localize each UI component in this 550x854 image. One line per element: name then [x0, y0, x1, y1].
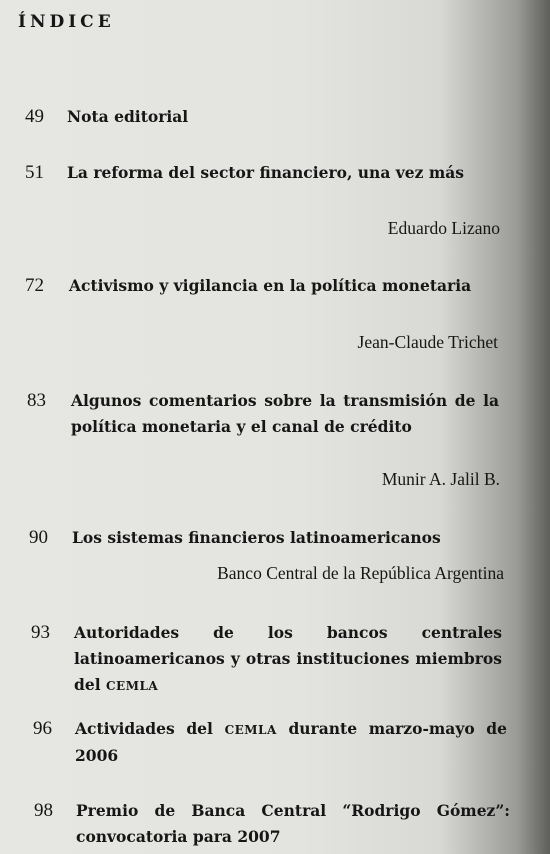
- toc-entry-title: La reforma del sector financiero, una vez más: [67, 163, 464, 182]
- toc-entry-author: Munir A. Jalil B.: [381, 469, 500, 489]
- toc-page-number: 49: [25, 106, 44, 127]
- toc-page-number: 96: [33, 718, 52, 739]
- toc-page-number: 83: [27, 390, 46, 411]
- toc-entry-title: Nota editorial: [67, 107, 189, 126]
- toc-entry-title-text: Autoridades de los bancos centrales latinoamericanos y otras instituciones miembros del: [74, 623, 502, 694]
- toc-page-number: 93: [31, 622, 50, 643]
- toc-page-number: 51: [25, 162, 44, 183]
- toc-entry-title: [75, 716, 507, 769]
- toc-entry-title: Algunos comentarios sobre la transmisión de la política monetaria y el canal de crédito: [71, 391, 499, 436]
- toc-entry-title: Premio de Banca Central “Rodrigo Gómez”: convocatoria para 2007: [76, 801, 510, 846]
- toc-entry-title: Los sistemas financieros latinoamericanos: [72, 528, 441, 547]
- toc-page-number: 98: [34, 800, 53, 821]
- toc-entry-author: Eduardo Lizano: [387, 218, 500, 238]
- toc-entry-title-text: durante marzo-mayo de 2006: [75, 719, 507, 765]
- toc-entry-title-text: Actividades del: [75, 719, 213, 738]
- toc-page-number: 72: [25, 275, 44, 296]
- toc-entry-title: Activismo y vigilancia en la política monetaria: [69, 276, 472, 295]
- cemla-acronym: CEMLA: [224, 723, 277, 737]
- toc-entry-author: Banco Central de la República Argentina: [217, 563, 504, 583]
- index-heading: ÍNDICE: [18, 12, 115, 32]
- toc-entry-title: [74, 620, 502, 699]
- cemla-acronym: CEMLA: [106, 679, 159, 693]
- toc-page-number: 90: [29, 527, 48, 548]
- toc-entry-author: Jean-Claude Trichet: [357, 332, 498, 352]
